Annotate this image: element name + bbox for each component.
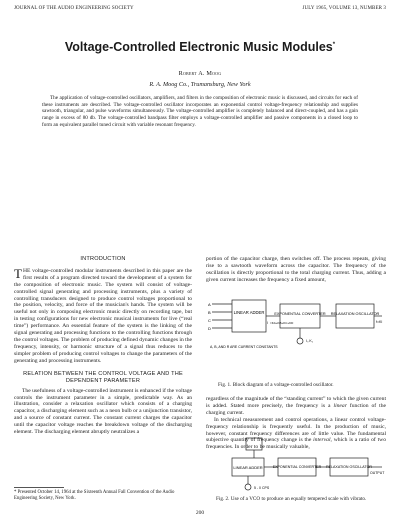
figure-1-diagram — [206, 292, 386, 366]
figure-2-diagram — [206, 432, 386, 496]
footnote-rule — [14, 487, 64, 488]
sources-note: A, B, AND R ARE CURRENT CONSTANTS — [210, 345, 278, 349]
drop-cap: T — [14, 265, 22, 281]
current-label: I — [267, 321, 268, 325]
input-b: B — [208, 310, 211, 315]
fig2-supply-label: 5 - 0 CPS — [254, 486, 270, 490]
keyboard-switch-icon — [246, 438, 262, 450]
page-number: 200 — [195, 510, 205, 516]
figure-2-caption: Fig. 2. Use of a VCO to produce an equally tempered scale with vibrato. — [216, 496, 367, 502]
input-c: C — [208, 318, 211, 323]
paper-title: Voltage-Controlled Electronic Music Modules* — [64, 40, 336, 54]
block-linear-adder: LINEAR ADDER — [233, 310, 265, 315]
right-column-top — [206, 256, 386, 284]
fig2-block-relax-osc: RELAXATION OSCILLATOR — [326, 465, 372, 469]
issue-info: JULY 1965, VOLUME 13, NUMBER 3 — [302, 6, 386, 11]
vibrato-source-icon — [245, 484, 251, 490]
relation-paragraph: The usefulness of a voltage-controlled instrument is enhanced if the voltage controls the instrument parameter in a simple, predictable way. As an illustration, consider a relaxation oscillator which consists of a charging capacitor, a discharging element such as a neon bulb or a unijunction transistor, and a source of constant current. The constant current charges the capacitor until the capacitor voltage reaches the breakdown voltage of the discharging element. The discharging element abruptly neutralizes a — [14, 387, 192, 436]
author-affiliation: R. A. Moog Co., Trumansburg, New York — [149, 81, 251, 88]
section-heading-relation: RELATION BETWEEN THE CONTROL VOLTAGE AND THE DEPENDENT PARAMETER — [23, 370, 183, 384]
fig2-block-exp-converter: EXPONENTIAL CONVERTER — [272, 465, 322, 469]
author-name: Robert A. Moog — [178, 70, 222, 77]
current-expression: =KA+KB+KC+KD — [270, 321, 294, 325]
running-header — [14, 6, 386, 14]
title-footnote-mark: * — [332, 41, 336, 48]
left-column — [14, 256, 192, 436]
right-paragraph-top: portion of the capacitor charge, then switches off. The process repeats, giving rise to a sawtooth waveform across the capacitor. The frequency of the oscillation is directly proportional to the total charging current. Thus, adding a given current increases the frequency a fixed amount, — [206, 256, 386, 283]
right-paragraph-mid: regardless of the magnitude of the “standing current” to which the given current is added. Stated more precisely, the frequency is a linear function of the charging current. — [206, 396, 386, 416]
right-paragraph-mid-2: In technical measurement and control operations, a linear control voltage-frequency relationship is frequently useful. In the production of music, however, constant frequency differences are of little value. The fundamental subjective quantity of frequency change is the interval, which is a ratio of two frequencies. In order to be musically valuable, — [206, 416, 386, 451]
block-exp-converter: EXPONENTIAL CONVERTER — [274, 312, 326, 316]
section-heading-introduction: INTRODUCTION — [80, 256, 126, 262]
figure-2 — [206, 432, 386, 496]
input-a: A — [208, 302, 211, 307]
exp-note: I₀ K₁ — [306, 339, 313, 343]
block-relax-osc: RELAXATION OSCILLATOR — [330, 312, 380, 316]
fig2-block-linear-adder: LINEAR ADDER — [233, 465, 263, 470]
abstract: The application of voltage-controlled oscillators, amplifiers, and filters in the composition of electronic music is discussed, and circuits for each of these instruments are described. The voltage-controlled oscillator incorporates an exponential control voltage-frequency relationship and supplies sawtooth, triangular, and pulse waveforms simultaneously. The voltage-controlled amplifier is completely balanced and direct-coupled, and has a gain range in excess of 80 db. The voltage-controlled bandpass filter employs a voltage-controlled amplifier and passive components in a closed loop to form an equivalent parallel tuned circuit with variable resonant frequency. — [42, 95, 358, 128]
fig2-output-label: OUTPUT — [370, 471, 385, 475]
output-label: f=KI — [376, 320, 383, 324]
intro-paragraph: THE voltage-controlled modular instruments described in this paper are the first results of a program directed toward the development of a system for the composition of electronic music. The system will consist of voltage-controlled signal generating and processing instruments, plus a variety of controlling transducers designed to produce control voltages proportional to the position, velocity, and force of the musician's hands. The system will be useful not only in composing electronic music directly on recording tape, but in testing configurations for new electronic musical instruments for live (“real time”) performance. An essential feature of the system is the linking of the signal generating and processing functions to the controlling functions through the control voltages. The problem of producing defined dynamic changes in the frequency, intensity, or harmonic structure of a signal thus reduces to the simpler problem of producing control voltages to change the parameters of the generating and processing instruments. — [14, 265, 192, 364]
footnote: * Presented October 14, 1964 at the Sixteenth Annual Fall Convention of the Audio Engineering Society, New York. — [14, 490, 175, 501]
journal-name: JOURNAL OF THE AUDIO ENGINEERING SOCIETY — [14, 6, 134, 11]
figure-1-caption: Fig. 1. Block diagram of a voltage-controlled oscillator. — [218, 382, 334, 388]
figure-1 — [206, 292, 386, 366]
input-d: D — [208, 326, 211, 331]
